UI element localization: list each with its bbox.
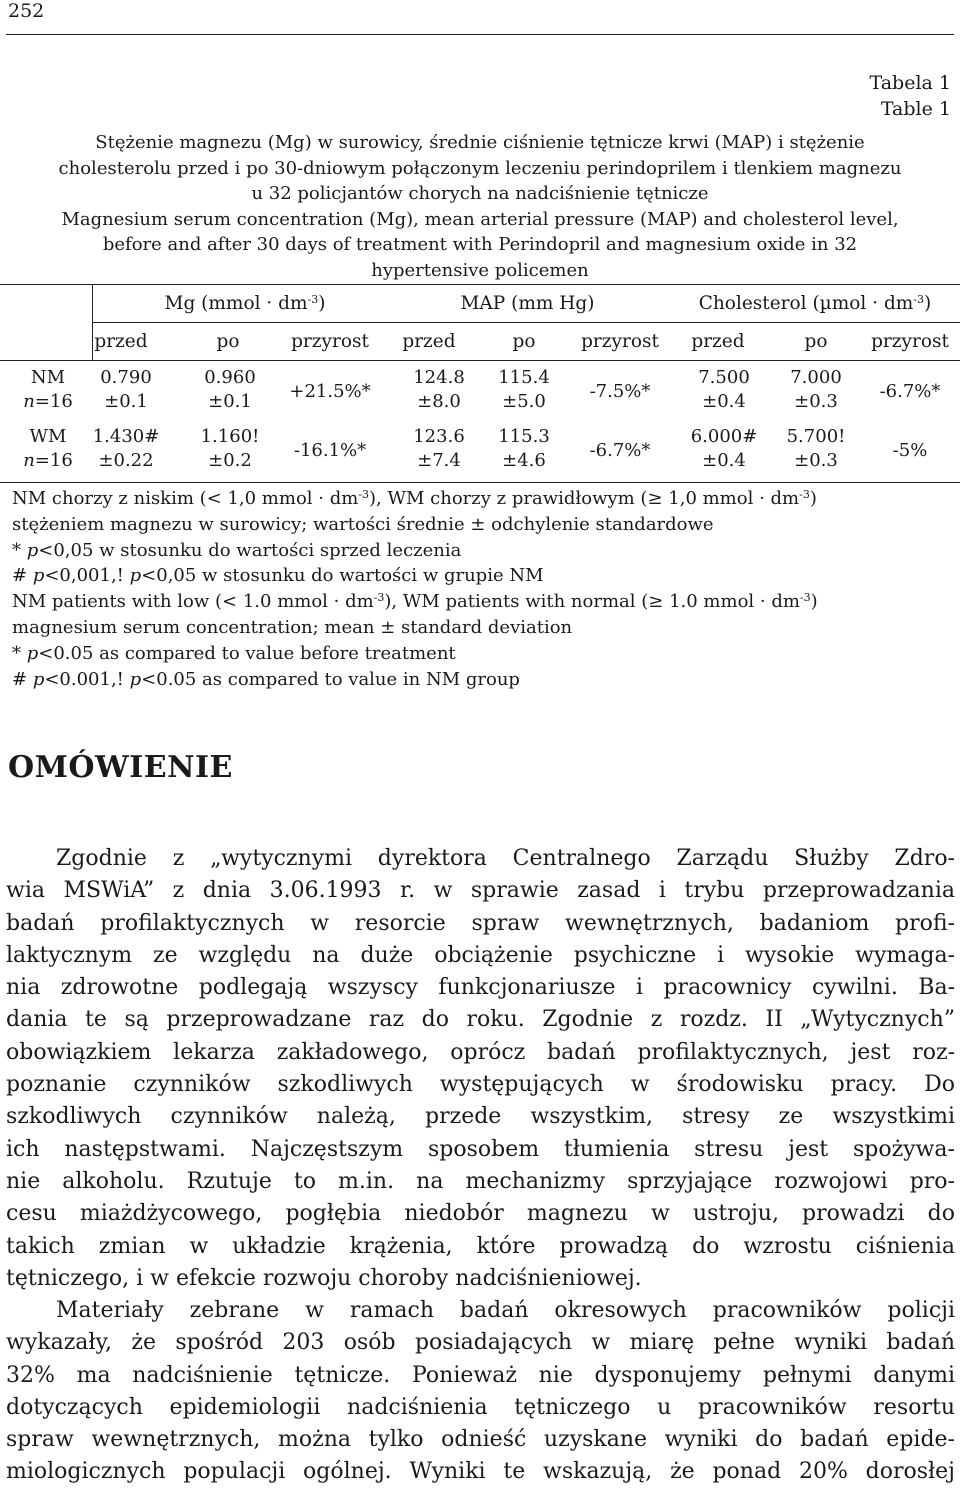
superscript: -3 (799, 488, 810, 501)
superscript: -3 (913, 293, 925, 306)
caption-line: u 32 policjantów chorych na nadciśnienie tętnicze (251, 183, 709, 205)
superscript: -3 (307, 293, 319, 306)
chol-delta-cell: -6.7%* (879, 381, 941, 402)
group-header-close: ) (924, 293, 932, 314)
mean-value: 0.960 (204, 367, 256, 388)
map-before-cell (396, 425, 482, 473)
paragraph-line: Materiały zebrane w ramach badań okresowych pracowników policji (56, 1298, 955, 1323)
caption-line: hypertensive policemen (371, 259, 589, 281)
p-italic: p (32, 668, 45, 690)
p-italic: p (26, 539, 39, 561)
mg-delta-cell: -16.1%* (293, 440, 367, 461)
paragraph-line: 32% ma nadciśnienie tętnicze. Ponieważ nie dysponujemy pełnymi danymi (6, 1362, 955, 1388)
sub-header: przyrost (581, 331, 659, 352)
note-text: <0.001,! (44, 668, 130, 690)
sub-header: po (804, 331, 828, 352)
paragraph-line: Zgodnie z „wytycznymi dyrektora Centralnego Zarządu Służby Zdro- (56, 846, 955, 871)
mean-value: 0.790 (100, 367, 152, 388)
paragraph-line: szkodliwych czynników należą, przede wszystkim, stresy ze wszystkimi (6, 1104, 955, 1130)
sd-value: ±0.4 (702, 450, 746, 471)
paragraph-line: dotyczących epidemiologii nadciśnienia tętniczego u pracowników resortu (6, 1394, 955, 1420)
table-row (18, 366, 78, 414)
note-text: # (12, 668, 33, 690)
paragraph-line: nie alkoholu. Rzutuje to m.in. na mechanizmy sprzyjające rozwojowi pro- (6, 1168, 955, 1194)
note-line-pl (12, 486, 818, 512)
table-notes (12, 486, 818, 692)
sd-value: ±0.22 (98, 450, 154, 471)
paragraph-line: nia zdrowotne podlegają wszyscy funkcjonariusze i pracownicy cywilni. Ba- (6, 975, 955, 1001)
paragraph-line: wia MSWiA” z dnia 3.06.1993 r. w sprawie zasad i trybu przeprowadzania (6, 878, 955, 904)
sub-header: przyrost (871, 331, 949, 352)
ge-symbol: ≥ (648, 591, 664, 613)
n-italic: n (23, 450, 35, 471)
table-rule-header-bottom (0, 360, 960, 361)
ge-symbol: ≥ (647, 488, 663, 509)
caption-line: Stężenie magnezu (Mg) w surowicy, średnie ciśnienie tętnicze krwi (MAP) i stężenie (95, 132, 865, 153)
note-text: NM chorzy z niskim (< 1,0 mmol · dm (12, 488, 359, 509)
n-italic: n (23, 391, 35, 412)
group-header-map (400, 292, 655, 316)
note-line-pl: stężeniem magnezu w surowicy; wartości średnie ± odchylenie standardowe (12, 513, 714, 535)
mg-before-cell (92, 425, 160, 473)
chol-before-cell (684, 425, 764, 473)
mg-after-cell (196, 366, 264, 414)
map-after-cell (484, 366, 564, 414)
header-rule (6, 34, 954, 35)
sub-header: przed (94, 331, 148, 352)
p-italic: p (129, 565, 142, 587)
note-text: <0,05 w stosunku do wartości sprzed leczenia (38, 539, 462, 561)
row-label: WM (29, 426, 67, 447)
paragraph-line: poznanie czynników szkodliwych występujących w środowisku pracy. Do (6, 1072, 955, 1098)
superscript: -3 (358, 488, 370, 501)
note-text: ) (809, 488, 817, 509)
map-after-cell (484, 425, 564, 473)
mean-value: 7.000 (790, 367, 842, 388)
note-text: 1.0 mmol · dm (663, 591, 800, 613)
mean-value: 1.160! (200, 426, 260, 447)
sub-header: po (512, 331, 536, 352)
group-header-cholesterol (680, 292, 950, 316)
row-label: NM (30, 367, 66, 388)
paragraph-line: tętniczego, i w efekcie rozwoju choroby nadciśnieniowej. (6, 1265, 642, 1291)
chol-after-cell (776, 366, 856, 414)
superscript: -3 (799, 591, 811, 605)
sub-header: po (216, 331, 240, 352)
note-line-pl (12, 563, 818, 589)
note-text: # (12, 565, 33, 587)
sd-value: ±8.0 (417, 391, 461, 412)
note-text: <0.05 as compared to value before treatment (38, 642, 456, 664)
mean-value: 115.4 (498, 367, 550, 388)
note-text: ) (810, 591, 818, 613)
sd-value: ±4.6 (502, 450, 546, 471)
table-rule-group (92, 322, 960, 323)
section-heading: OMÓWIENIE (8, 750, 233, 785)
note-line-pl (12, 538, 818, 564)
table-label-pl: Tabela 1 (869, 72, 951, 94)
note-text: <0,05 w stosunku do wartości w grupie NM (141, 565, 544, 587)
group-header-close: ) (318, 293, 326, 314)
note-text: <0,001,! (44, 565, 130, 587)
mg-before-cell (92, 366, 160, 414)
paragraph-line: dania te są przeprowadzane raz do roku. Zgodnie z rozdz. II „Wytycznych” (6, 1007, 955, 1033)
mean-value: 115.3 (498, 426, 550, 447)
sd-value: ±5.0 (502, 391, 546, 412)
row-n (18, 449, 78, 473)
row-n (18, 390, 78, 414)
group-header-text: MAP (mm Hg) (460, 293, 595, 314)
caption-line: Magnesium serum concentration (Mg), mean arterial pressure (MAP) and cholesterol level, (61, 208, 899, 230)
paragraph-line: spraw wewnętrznych, można tylko odnieść uzyskane wyniki do badań epide- (6, 1427, 955, 1453)
sd-value: ±0.1 (208, 391, 252, 412)
superscript: -3 (373, 591, 385, 605)
sd-value: ±0.1 (104, 391, 148, 412)
group-header-mg (120, 292, 370, 316)
map-delta-cell: -7.5%* (589, 381, 651, 402)
mean-value: 1.430# (92, 426, 160, 447)
sd-value: ±0.2 (208, 450, 252, 471)
paragraph-line: cesu miażdżycowego, pogłębia niedobór magnezu w ustroju, prowadzi do (6, 1201, 955, 1227)
sd-value: ±0.3 (794, 450, 838, 471)
note-text: * (12, 539, 27, 561)
sd-value: ±7.4 (417, 450, 461, 471)
sd-value: ±0.4 (702, 391, 746, 412)
p-italic: p (32, 565, 45, 587)
table-label-en: Table 1 (880, 98, 951, 120)
note-line-en (12, 641, 818, 667)
mean-value: 123.6 (413, 426, 465, 447)
n-value: =16 (34, 391, 73, 412)
chol-before-cell (684, 366, 764, 414)
n-value: =16 (34, 450, 73, 471)
chol-after-cell (776, 425, 856, 473)
note-line-en (12, 667, 818, 693)
group-header-text: Cholesterol (µmol · dm (698, 293, 914, 314)
table-row (18, 425, 78, 473)
caption-line: cholesterolu przed i po 30-dniowym połączonym leczeniu perindoprilem i tlenkiem magnezu (58, 157, 902, 179)
note-text: NM patients with low (< 1.0 mmol · dm (12, 591, 374, 613)
mean-value: 124.8 (413, 367, 465, 388)
sub-header: przyrost (291, 331, 369, 352)
sub-header: przed (402, 331, 456, 352)
body-paragraph-2 (6, 1295, 955, 1489)
note-text: * (12, 642, 27, 664)
mean-value: 5.700! (786, 426, 846, 447)
mg-after-cell (196, 425, 264, 473)
note-text: 1,0 mmol · dm (662, 488, 800, 509)
p-italic: p (129, 668, 142, 690)
table-rule-top (0, 284, 960, 285)
note-line-en (12, 589, 818, 615)
sd-value: ±0.3 (794, 391, 838, 412)
map-before-cell (396, 366, 482, 414)
paragraph-line: ich następstwami. Najczęstszym sposobem tłumienia stresu jest spożywa- (6, 1136, 955, 1162)
body-paragraph-1 (6, 843, 955, 1295)
mean-value: 7.500 (698, 367, 750, 388)
page-number: 252 (8, 0, 45, 22)
note-text: ), WM patients with normal ( (384, 591, 649, 613)
map-delta-cell: -6.7%* (589, 440, 651, 461)
mean-value: 6.000# (690, 426, 758, 447)
caption-line: before and after 30 days of treatment with Perindopril and magnesium oxide in 32 (102, 234, 858, 256)
paragraph-line: badań profilaktycznych w resorcie spraw wewnętrznych, badaniom profi- (6, 910, 955, 936)
table-rule-bottom (0, 482, 960, 483)
table-caption (0, 130, 960, 284)
note-text: <0.05 as compared to value in NM group (141, 668, 520, 690)
paragraph-line: laktycznym ze względu na duże obciążenie psychiczne i wysokie wymaga- (6, 942, 955, 968)
mg-delta-cell: +21.5%* (289, 381, 371, 402)
p-italic: p (26, 642, 39, 664)
paragraph-line: wykazały, że spośród 203 osób posiadających w miarę pełne wyniki badań (6, 1330, 955, 1356)
group-header-text: Mg (mmol · dm (164, 293, 308, 314)
paragraph-line: takich zmian w układzie krążenia, które prowadzą do wzrostu ciśnienia (6, 1233, 955, 1259)
paragraph-line: obowiązkiem lekarza zakładowego, oprócz badań profilaktycznych, jest roz- (6, 1039, 955, 1065)
note-line-en: magnesium serum concentration; mean ± standard deviation (12, 616, 573, 638)
sub-header: przed (691, 331, 745, 352)
table-labels (870, 70, 951, 122)
paragraph-line: miologicznych populacji ogólnej. Wyniki te wskazują, że ponad 20% dorosłej (6, 1459, 955, 1485)
note-text: ), WM chorzy z prawidłowym ( (369, 488, 648, 509)
chol-delta-cell: -5% (892, 440, 928, 461)
